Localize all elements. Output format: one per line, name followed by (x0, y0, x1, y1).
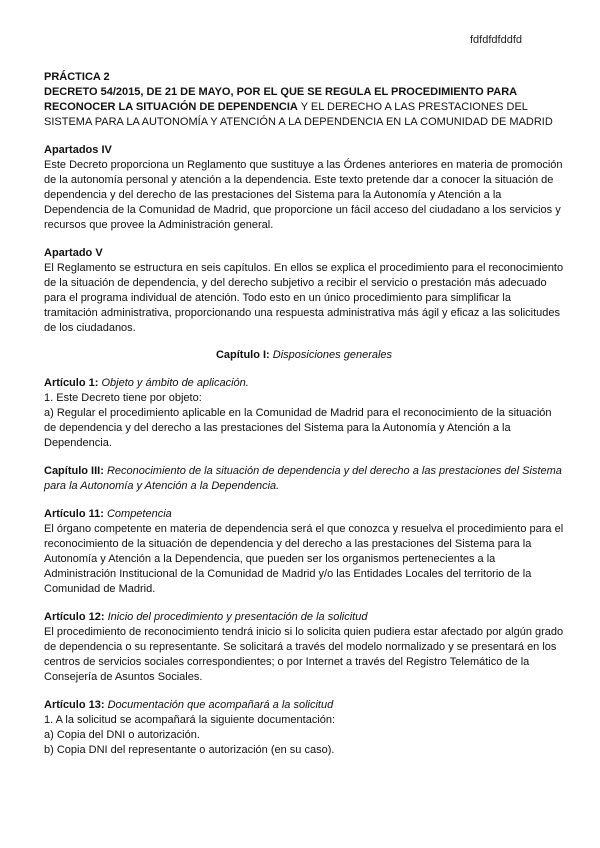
decree-title-rest: Y EL DERECHO A LAS PRESTACIONES DEL SISTEMA PARA LA AUTONOMÍA Y ATENCIÓN A LA DEPENDENCIA EN LA COMUNIDAD DE MADRID (44, 101, 553, 128)
apartado-v-heading: Apartado V (44, 247, 103, 259)
article-13 (44, 698, 564, 758)
article-13-label: Artículo 13: (44, 699, 105, 711)
chapter-i (44, 348, 564, 363)
section-apartado-v (44, 246, 564, 336)
article-11-text: El órgano competente en materia de dependencia será el que conozca y resuelva el procedimiento para el reconocimiento de la situación de dependencia y del derecho a las prestaciones del Sistema para la Autonomía y Atención a la Dependencia, que pueden ser los organismos pertenecientes a la Administración Institucional de la Comunidad de Madrid y/o las Entidades Locales del territorio de la Comunidad de Madrid. (44, 523, 564, 595)
article-1 (44, 376, 564, 451)
article-11-title: Competencia (106, 508, 172, 520)
article-11-label: Artículo 11: (44, 508, 104, 520)
article-12-label: Artículo 12: (44, 611, 105, 623)
practice-title: PRÁCTICA 2 (44, 71, 110, 83)
article-13-heading (44, 698, 564, 713)
article-12-text: El procedimiento de reconocimiento tendrá inicio si lo solicita quien pudiera estar afectado por algún grado de dependencia o su representante. Se solicitará a través del modelo normalizado y se presentará en los centros de servicios sociales correspondientes; o por Internet a través del Registro Telemático de la Consejería de Asuntos Sociales. (44, 626, 564, 683)
article-12 (44, 610, 564, 685)
article-12-heading (44, 610, 564, 625)
article-13-line1: 1. A la solicitud se acompañará la siguiente documentación: (44, 714, 336, 726)
chapter-iii (44, 464, 564, 494)
article-1-title: Objeto y ámbito de aplicación. (101, 377, 249, 389)
article-11-heading (44, 507, 564, 522)
article-13-title: Documentación que acompañará a la solicitud (107, 699, 334, 711)
article-1-heading (44, 376, 564, 391)
article-1-label: Artículo 1: (44, 377, 99, 389)
chapter-iii-heading (44, 464, 564, 494)
apartados-iv-heading: Apartados IV (44, 144, 112, 156)
chapter-i-title: Disposiciones generales (272, 349, 393, 361)
header-code: fdfdfdfddfd (470, 34, 522, 46)
apartado-v-text: El Reglamento se estructura en seis capítulos. En ellos se explica el procedimiento para el reconocimiento de la situación de dependencia, y del derecho subjetivo a recibir el servicio o prestación más adecuado para el programa individual de atención. Todo esto en un único procedimiento para simplificar la tramitación administrativa, proporcionando una respuesta administrativa más ágil y eficaz a las solicitudes de los ciudadanos. (44, 262, 564, 334)
article-11 (44, 507, 564, 597)
chapter-i-label: Capítulo I: (215, 349, 270, 361)
article-13-line3: b) Copia DNI del representante o autorización (en su caso). (44, 744, 335, 756)
decree-title (44, 85, 564, 130)
chapter-iii-title: Reconocimiento de la situación de dependencia y del derecho a las prestaciones del Sistema para la Autonomía y Atención a la Dependencia. (44, 465, 562, 492)
section-apartados-iv (44, 143, 564, 233)
document-body (44, 70, 564, 758)
apartados-iv-text: Este Decreto proporciona un Reglamento que sustituye a las Órdenes anteriores en materia de promoción de la autonomía personal y atención a la dependencia. Este texto pretende dar a conocer la situación de dependencia y del derecho de las prestaciones del Sistema para la Autonomía y Atención a la Dependencia de la Comunidad de Madrid, que proporcione un fácil acceso del ciudadano a los servicios y recursos que provee la Administración general. (44, 159, 563, 231)
chapter-iii-label: Capítulo III: (44, 465, 104, 477)
article-1-line2: a) Regular el procedimiento aplicable en la Comunidad de Madrid para el reconocimiento de la situación de dependencia y del derecho a las prestaciones del Sistema para la Autonomía y Atención a la Dependencia. (44, 407, 552, 449)
article-13-line2: a) Copia del DNI o autorización. (44, 729, 200, 741)
article-12-title: Inicio del procedimiento y presentación de la solicitud (107, 611, 368, 623)
decree-title-bold: DECRETO 54/2015, DE 21 DE MAYO, POR EL QUE SE REGULA EL PROCEDIMIENTO PARA RECONOCER LA SITUACIÓN DE DEPENDENCIA (44, 86, 517, 113)
article-1-line1: 1. Este Decreto tiene por objeto: (44, 392, 202, 404)
title-block (44, 70, 564, 130)
